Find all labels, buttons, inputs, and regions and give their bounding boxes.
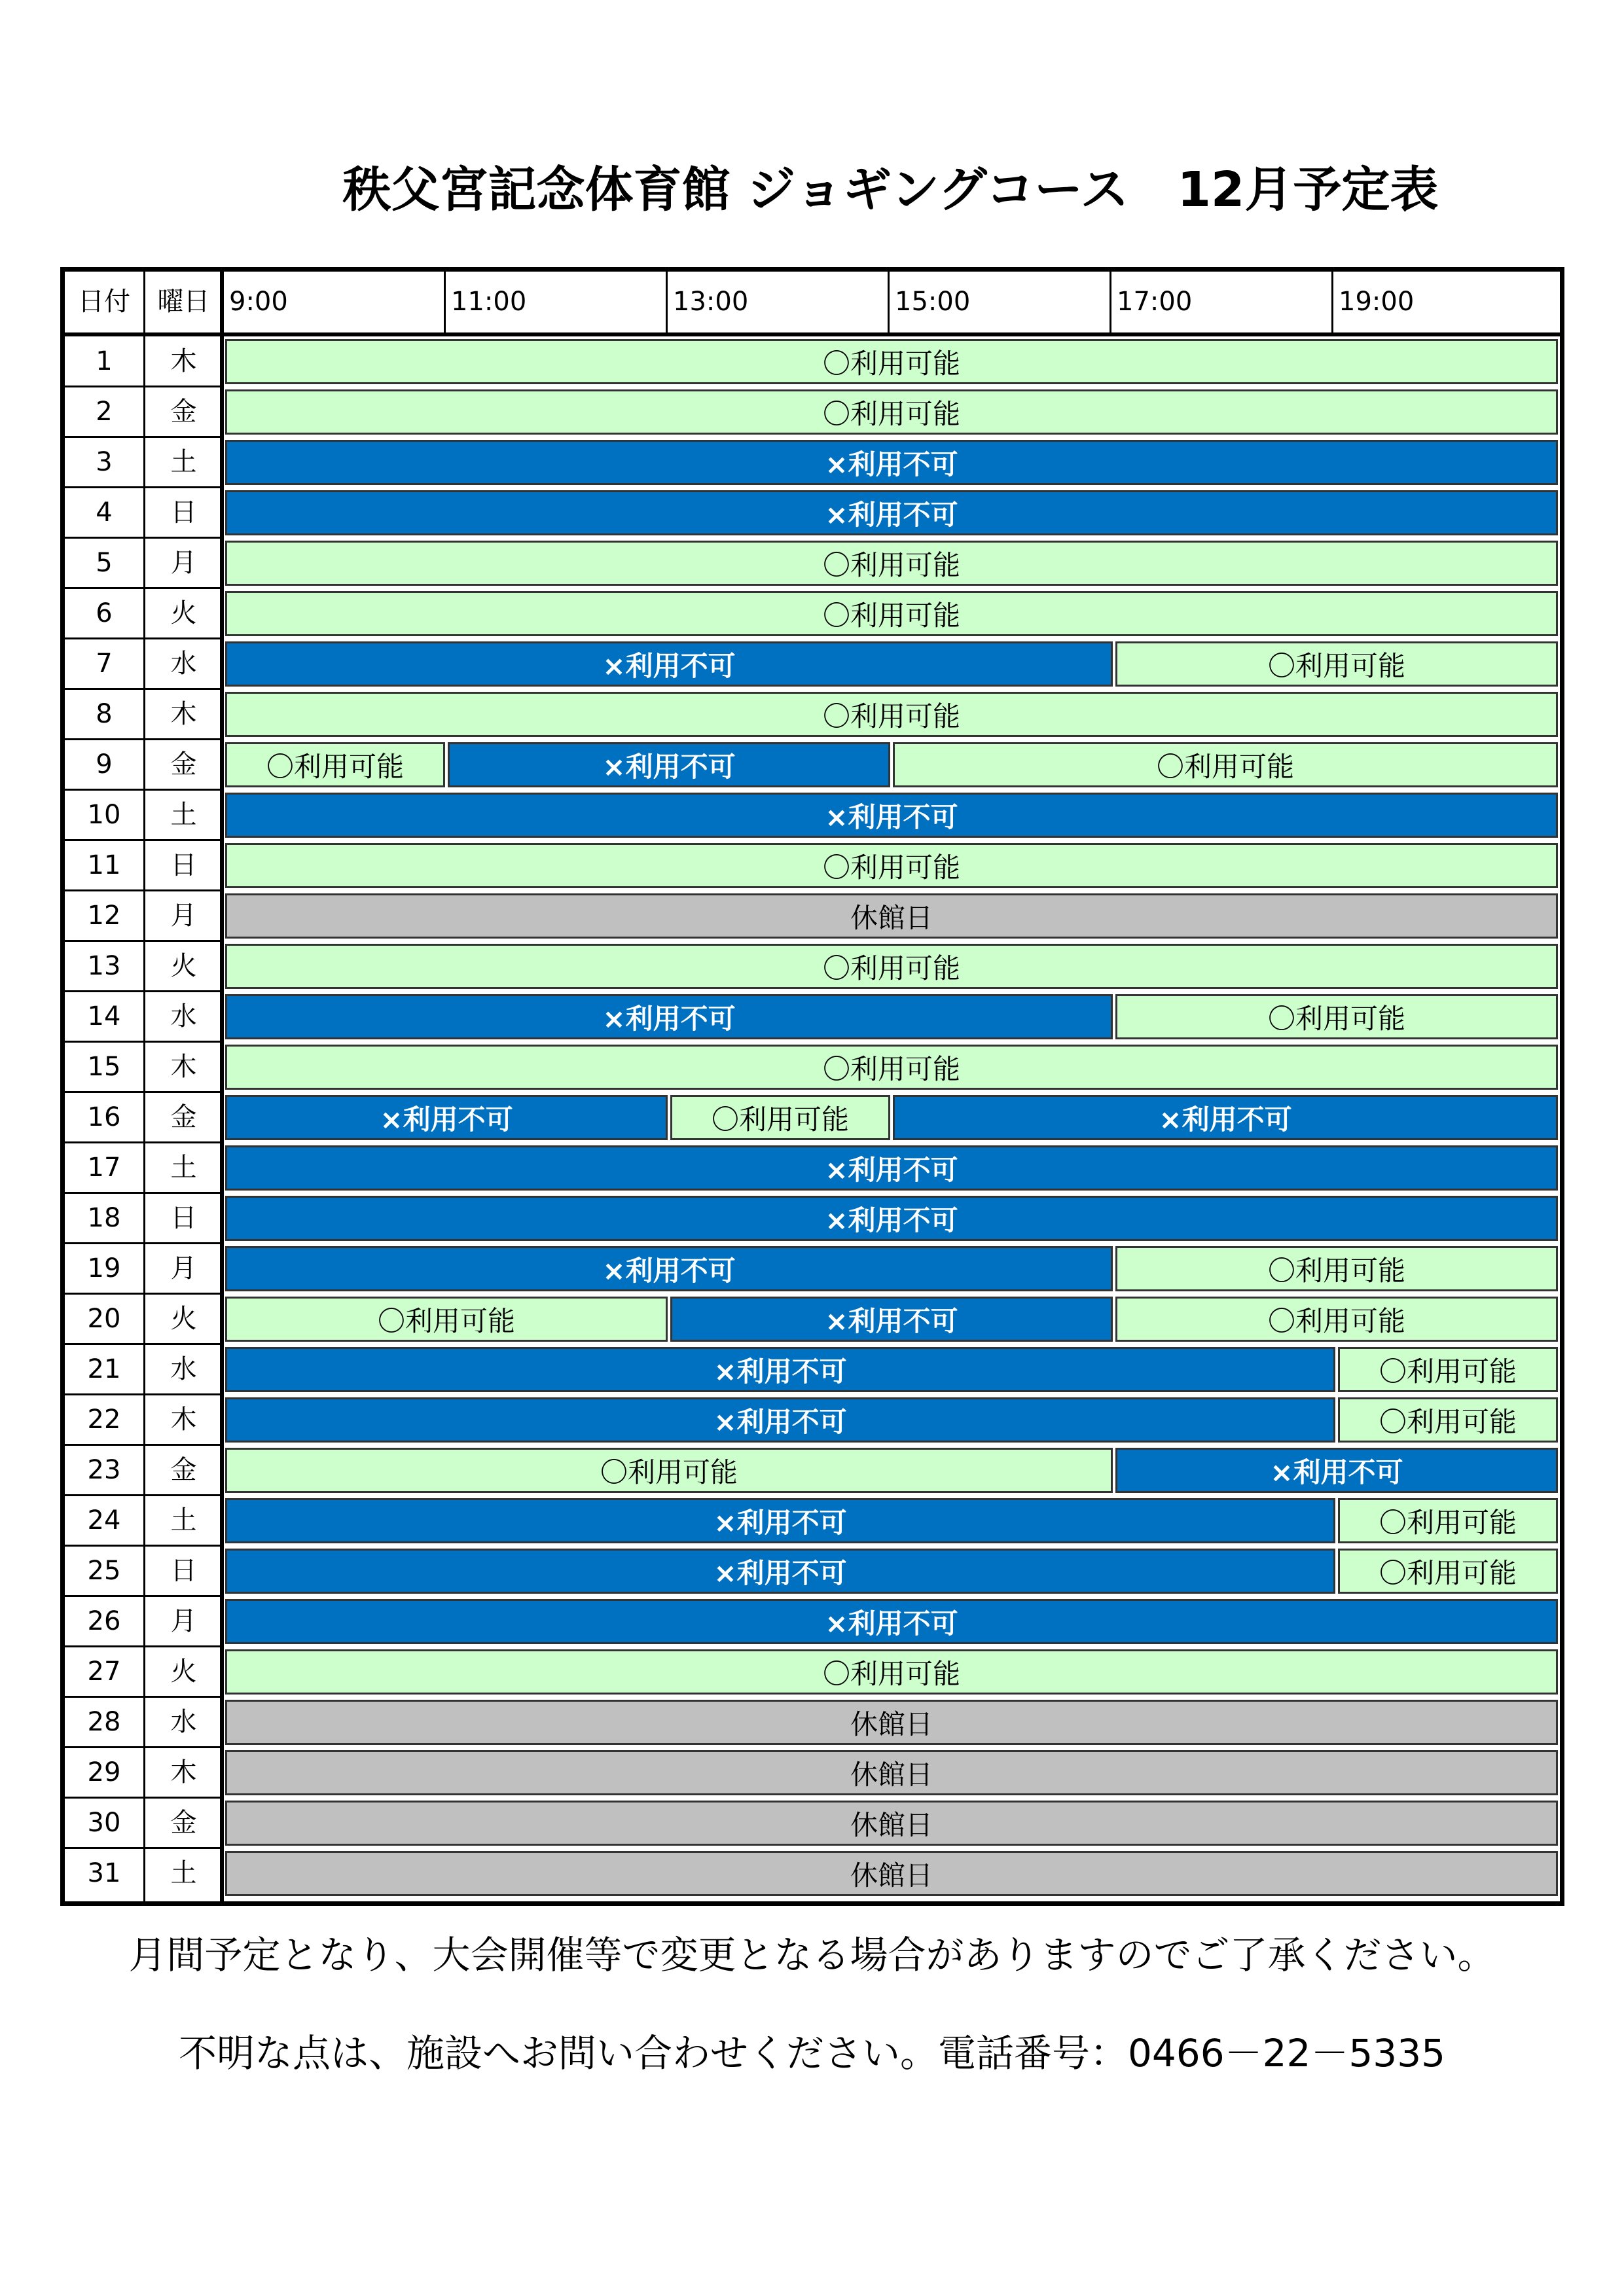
- status-available: 〇利用可能: [225, 742, 445, 787]
- day-number: 2: [96, 397, 113, 427]
- time-tick: 11:00: [446, 272, 668, 332]
- day-number: 12: [87, 901, 121, 931]
- status-available: 〇利用可能: [225, 389, 1558, 435]
- status-closed: 休館日: [225, 1700, 1558, 1745]
- day-number: 21: [87, 1354, 121, 1384]
- status-unavailable: ×利用不可: [225, 1196, 1558, 1241]
- day-number: 22: [87, 1405, 121, 1435]
- day-number: 15: [87, 1052, 121, 1082]
- weekday: 金: [170, 749, 197, 780]
- weekday: 月: [170, 548, 197, 578]
- weekday: 木: [170, 346, 197, 376]
- weekday: 水: [170, 1354, 197, 1384]
- day-number: 10: [87, 800, 121, 830]
- day-number: 27: [87, 1657, 121, 1687]
- weekday: 日: [170, 850, 197, 880]
- schedule-row: [65, 1596, 1560, 1647]
- day-number: 18: [87, 1203, 121, 1233]
- schedule-row: [65, 488, 1560, 538]
- schedule-row: [65, 639, 1560, 689]
- page-title: 秩父宮記念体育館 ジョギングコース 12月予定表: [342, 162, 1439, 218]
- schedule-row: [65, 1697, 1560, 1748]
- schedule-row: [65, 538, 1560, 588]
- day-number: 25: [87, 1556, 121, 1586]
- schedule-row: [65, 1647, 1560, 1697]
- status-available: 〇利用可能: [225, 692, 1558, 737]
- weekday: 土: [170, 447, 197, 477]
- schedule-row: [65, 336, 1560, 387]
- weekday: 火: [170, 951, 197, 981]
- weekday: 月: [170, 1606, 197, 1636]
- weekday: 金: [170, 1102, 197, 1132]
- day-number: 29: [87, 1757, 121, 1787]
- weekday: 木: [170, 699, 197, 729]
- status-available: 〇利用可能: [670, 1095, 890, 1140]
- schedule-row: [65, 588, 1560, 639]
- status-unavailable: ×利用不可: [225, 1498, 1335, 1543]
- day-number: 7: [96, 649, 113, 679]
- time-tick: 13:00: [668, 272, 890, 332]
- day-number: 1: [96, 346, 113, 376]
- weekday: 木: [170, 1757, 197, 1787]
- status-available: 〇利用可能: [1115, 1246, 1558, 1291]
- schedule-row: [65, 1798, 1560, 1848]
- weekday: 水: [170, 649, 197, 679]
- day-number: 26: [87, 1606, 121, 1636]
- schedule-row: [65, 1193, 1560, 1244]
- schedule-row: [65, 1848, 1560, 1899]
- status-unavailable: ×利用不可: [225, 490, 1558, 535]
- status-unavailable: ×利用不可: [225, 440, 1558, 485]
- day-number: 30: [87, 1808, 121, 1838]
- status-available: 〇利用可能: [225, 1045, 1558, 1090]
- weekday: 火: [170, 1304, 197, 1334]
- time-tick: 9:00: [224, 272, 446, 332]
- time-tick: 17:00: [1111, 272, 1333, 332]
- status-unavailable: ×利用不可: [225, 1549, 1335, 1594]
- status-unavailable: ×利用不可: [225, 793, 1558, 838]
- header-date: 日付: [65, 272, 145, 332]
- weekday: 土: [170, 800, 197, 830]
- schedule-table: [60, 267, 1564, 1906]
- status-unavailable: ×利用不可: [225, 1347, 1335, 1392]
- weekday: 日: [170, 1203, 197, 1233]
- schedule-row: [65, 1294, 1560, 1344]
- weekday: 金: [170, 397, 197, 427]
- schedule-row: [65, 1445, 1560, 1496]
- status-available: 〇利用可能: [1338, 1397, 1558, 1443]
- weekday: 木: [170, 1405, 197, 1435]
- status-closed: 休館日: [225, 1801, 1558, 1846]
- status-available: 〇利用可能: [225, 1448, 1113, 1493]
- status-unavailable: ×利用不可: [1115, 1448, 1558, 1493]
- status-unavailable: ×利用不可: [670, 1297, 1113, 1342]
- schedule-row: [65, 387, 1560, 437]
- status-available: 〇利用可能: [1115, 1297, 1558, 1342]
- status-available: 〇利用可能: [1115, 994, 1558, 1039]
- schedule-row: [65, 1244, 1560, 1294]
- weekday: 土: [170, 1153, 197, 1183]
- day-number: 19: [87, 1253, 121, 1283]
- status-unavailable: ×利用不可: [225, 994, 1113, 1039]
- schedule-row: [65, 1092, 1560, 1143]
- weekday: 月: [170, 901, 197, 931]
- note-line-2: 不明な点は、施設へお問い合わせください。電話番号：0466－22－5335: [178, 2031, 1446, 2075]
- status-unavailable: ×利用不可: [225, 641, 1113, 687]
- schedule-row: [65, 992, 1560, 1042]
- column-divider: [220, 272, 224, 1901]
- weekday: 土: [170, 1858, 197, 1888]
- schedule-row: [65, 1143, 1560, 1193]
- day-number: 6: [96, 598, 113, 628]
- schedule-row: [65, 1496, 1560, 1546]
- status-available: 〇利用可能: [1338, 1549, 1558, 1594]
- day-number: 13: [87, 951, 121, 981]
- day-number: 14: [87, 1001, 121, 1031]
- status-available: 〇利用可能: [225, 1297, 668, 1342]
- schedule-row: [65, 689, 1560, 740]
- day-number: 8: [96, 699, 113, 729]
- day-number: 24: [87, 1505, 121, 1535]
- schedule-row: [65, 437, 1560, 488]
- weekday: 水: [170, 1707, 197, 1737]
- schedule-row: [65, 1042, 1560, 1092]
- weekday: 土: [170, 1505, 197, 1535]
- note-line-1: 月間予定となり、大会開催等で変更となる場合がありますのでご了承ください。: [128, 1933, 1496, 1977]
- day-number: 5: [96, 548, 113, 578]
- status-unavailable: ×利用不可: [893, 1095, 1558, 1140]
- weekday: 月: [170, 1253, 197, 1283]
- status-available: 〇利用可能: [225, 541, 1558, 586]
- time-tick: 19:00: [1339, 287, 1415, 317]
- status-unavailable: ×利用不可: [225, 1599, 1558, 1644]
- status-unavailable: ×利用不可: [225, 1095, 668, 1140]
- schedule-row: [65, 790, 1560, 840]
- weekday: 火: [170, 598, 197, 628]
- header-weekday: 曜日: [145, 272, 224, 332]
- status-unavailable: ×利用不可: [225, 1397, 1335, 1443]
- status-available: 〇利用可能: [225, 591, 1558, 636]
- weekday: 木: [170, 1052, 197, 1082]
- weekday: 金: [170, 1455, 197, 1485]
- weekday: 日: [170, 1556, 197, 1586]
- day-number: 16: [87, 1102, 121, 1132]
- schedule-row: [65, 1344, 1560, 1395]
- weekday: 日: [170, 497, 197, 528]
- day-number: 9: [96, 749, 113, 780]
- status-available: 〇利用可能: [1338, 1498, 1558, 1543]
- schedule-row: [65, 840, 1560, 891]
- day-number: 28: [87, 1707, 121, 1737]
- day-number: 3: [96, 447, 113, 477]
- status-unavailable: ×利用不可: [225, 1145, 1558, 1191]
- day-number: 31: [87, 1858, 121, 1888]
- weekday: 火: [170, 1657, 197, 1687]
- column-divider: [143, 272, 145, 1901]
- day-number: 17: [87, 1153, 121, 1183]
- status-closed: 休館日: [225, 1750, 1558, 1795]
- status-unavailable: ×利用不可: [225, 1246, 1113, 1291]
- schedule-row: [65, 1748, 1560, 1798]
- schedule-row: [65, 740, 1560, 790]
- schedule-row: [65, 891, 1560, 941]
- schedule-row: [65, 1395, 1560, 1445]
- status-closed: 休館日: [225, 893, 1558, 939]
- status-available: 〇利用可能: [893, 742, 1558, 787]
- weekday: 水: [170, 1001, 197, 1031]
- day-number: 23: [87, 1455, 121, 1485]
- schedule-row: [65, 1546, 1560, 1596]
- day-number: 4: [96, 497, 113, 528]
- schedule-row: [65, 941, 1560, 992]
- status-available: 〇利用可能: [225, 1649, 1558, 1695]
- status-available: 〇利用可能: [225, 843, 1558, 888]
- status-available: 〇利用可能: [1115, 641, 1558, 687]
- status-available: 〇利用可能: [225, 944, 1558, 989]
- status-closed: 休館日: [225, 1851, 1558, 1896]
- day-number: 20: [87, 1304, 121, 1334]
- day-number: 11: [87, 850, 121, 880]
- weekday: 金: [170, 1808, 197, 1838]
- time-tick: 15:00: [890, 272, 1111, 332]
- status-available: 〇利用可能: [225, 339, 1558, 384]
- status-available: 〇利用可能: [1338, 1347, 1558, 1392]
- status-unavailable: ×利用不可: [448, 742, 890, 787]
